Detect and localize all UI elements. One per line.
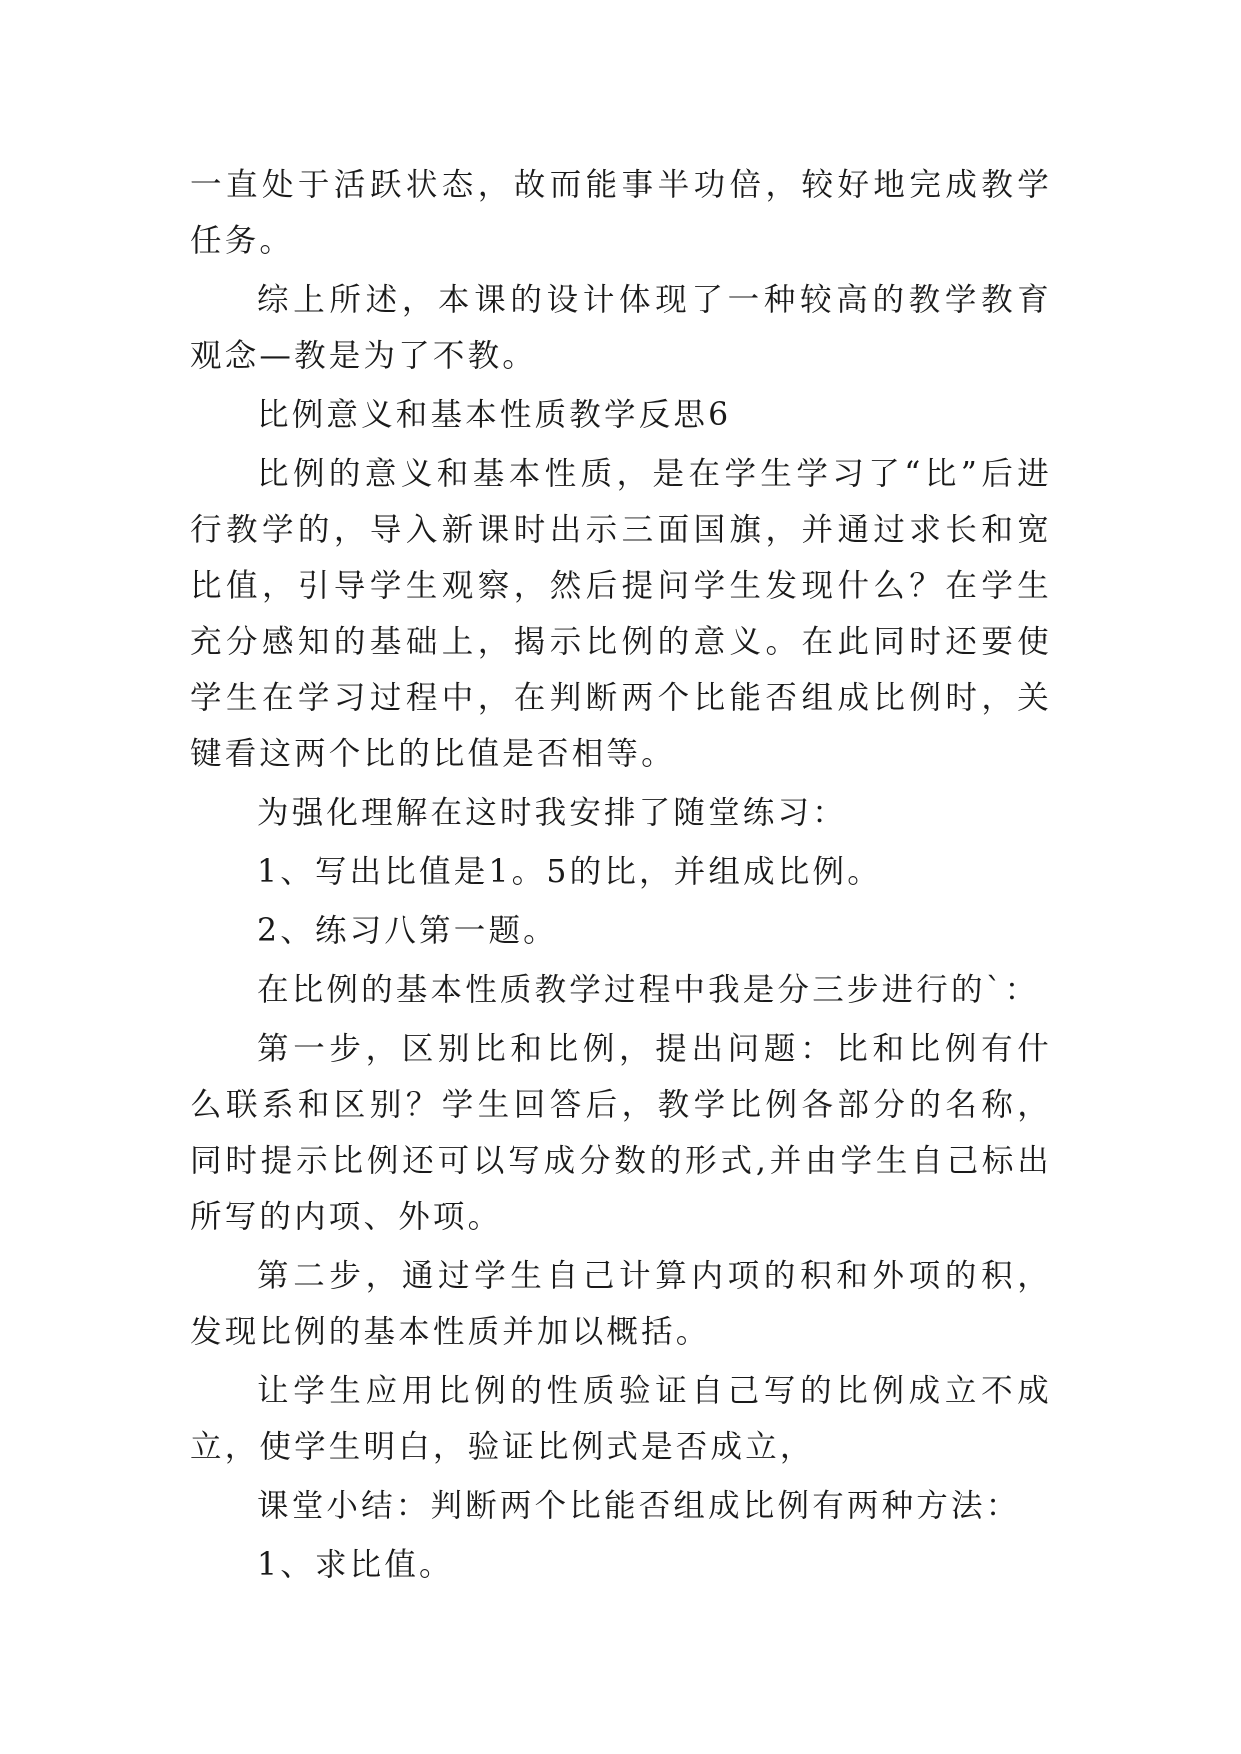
list-item-method-1: 1、求比值。 <box>257 1547 454 1583</box>
list-item-practice-2: 2、练习八第一题。 <box>257 913 558 949</box>
paragraph-intro: 比例的意义和基本性质，是在学生学习了“比”后进行教学的，导入新课时出示三面国旗，并通过求长和宽比值，引导学生观察，然后提问学生发现什么？在学生充分感知的基础上，揭示比例的意义。在此同时还要使学生在学习过程中，在判断两个比能否组成比例时，关键看这两个比的比值是否相等。 <box>190 456 1052 772</box>
paragraph-summary-methods: 课堂小结：判断两个比能否组成比例有两种方法： <box>257 1488 1021 1524</box>
paragraph-practice-intro: 为强化理解在这时我安排了随堂练习： <box>257 795 847 831</box>
section-heading: 比例意义和基本性质教学反思6 <box>257 397 732 433</box>
paragraph-step-2: 第二步，通过学生自己计算内项的积和外项的积，发现比例的基本性质并加以概括。 <box>190 1258 1052 1350</box>
paragraph-continuation: 一直处于活跃状态，故而能事半功倍，较好地完成教学任务。 <box>190 167 1052 259</box>
document-page <box>190 157 1052 1596</box>
paragraph-summary: 综上所述，本课的设计体现了一种较高的教学教育观念—教是为了不教。 <box>190 282 1052 374</box>
paragraph-step-1: 第一步，区别比和比例，提出问题：比和比例有什么联系和区别？学生回答后，教学比例各部分的名称，同时提示比例还可以写成分数的形式,并由学生自己标出所写的内项、外项。 <box>190 1031 1052 1235</box>
paragraph-steps-intro: 在比例的基本性质教学过程中我是分三步进行的`： <box>257 972 1040 1008</box>
list-item-practice-1: 1、写出比值是1。5的比，并组成比例。 <box>257 854 882 890</box>
paragraph-verify: 让学生应用比例的性质验证自己写的比例成立不成立，使学生明白，验证比例式是否成立， <box>190 1373 1052 1465</box>
